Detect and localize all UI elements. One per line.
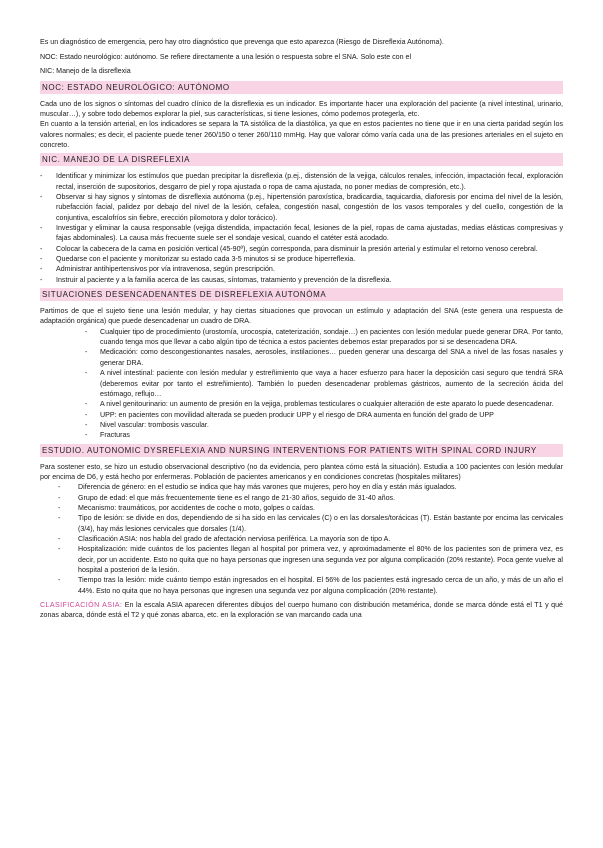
list-item: - Grupo de edad: el que más frecuentemente tiene es el rango de 21-30 años, seguido de 31-40 años. — [40, 493, 563, 503]
intro-block — [40, 37, 563, 76]
noc-paragraph-2: En cuanto a la tensión arterial, en los indicadores se separa la TA sistólica de la diastólica, ya que en estos pacientes no tiene que ir en una cierta paridad según los valores normales; es decir, el paciente puede tener 260/150 o tener 260/110 mmHg. Hay que valorar cómo varía cada una de las presiones arteriales en el sujeto en concreto. — [40, 120, 563, 149]
list-item: - Tipo de lesión: se divide en dos, dependiendo de si ha sido en las cervicales (C) o en las dorsales/torácicas (T). Están bastante por encima las cervicales (3/4), hay más lesiones cervicales que dorsales (1/4). — [40, 513, 563, 534]
list-item: - Cualquier tipo de procedimiento (urostomía, urocospia, cateterización, sondaje…) en pacientes con lesión medular puede generar DRA. Por tanto, cuando tenga mos que llevar a cabo algún tipo de técnica a estos pacientes debemos estar preparados por si se desencadena DRA. — [40, 327, 563, 348]
list-item: - Hospitalización: mide cuántos de los pacientes llegan al hospital por primera vez, y aproximadamente el 80% de los pacientes son de primera vez, es decir, por un accidente. Esto no quita que no haya personas que ingresen una segunda vez por alguna complicación (20% restante). Poca gente vuelve al hospital a posteriori de la lesión. — [40, 544, 563, 575]
intro-line-3: NIC: Manejo de la disreflexia — [40, 67, 131, 76]
asia-paragraph — [40, 600, 563, 621]
list-item: - Clasificación ASIA: nos habla del grado de afectación nerviosa periférica. La mayoría son de tipo A. — [40, 534, 563, 544]
study-paragraph: Para sostener esto, se hizo un estudio observacional descriptivo (no da evidencia, pero plantea cómo está la situación). Estudia a 100 pacientes con lesión medular por encima de D6, y está hecho por enfermeras. Población de pacientes americanos y en condiciones concretas (hospitales militares) — [40, 462, 563, 481]
study-list — [40, 482, 563, 596]
list-item: - Quedarse con el paciente y monitorizar su estado cada 3-5 minutos si se produce hiperreflexia. — [40, 254, 563, 264]
list-item: - Medicación: como descongestionantes nasales, aerosoles, instilaciones… pueden generar una descarga del SNA a nivel de las fosas nasales y generar DRA. — [40, 347, 563, 368]
asia-text: En la escala ASIA aparecen diferentes dibujos del cuerpo humano con distribución metamérica, donde se marca dónde está el T1 y qué zonas abarca, dónde está el T2 y qué zonas abarca, etc. en la exploración se van marcando cada una — [40, 601, 563, 620]
list-item: - Colocar la cabecera de la cama en posición vertical (45-90º), según corresponda, para disminuir la presión arterial y estimular el retorno venoso cerebral. — [40, 244, 563, 254]
nic-list — [40, 171, 563, 285]
triggers-paragraph: Partimos de que el sujeto tiene una lesión medular, y hay ciertas situaciones que provocan un estímulo y adaptación del SNA (este genera una respuesta de adaptación orgánica) que puede desencadenar un cuadro de DRA. — [40, 307, 563, 326]
noc-paragraph-1: Cada uno de los signos o síntomas del cuadro clínico de la disreflexia es un indicador. Es importante hacer una exploración del paciente (a nivel intestinal, urinario, muscular…), y sobre todo debemos explorar la piel, sus características, si tiene lesiones, cómo podemos protegerla, etc. — [40, 99, 563, 118]
triggers-list — [40, 327, 563, 441]
list-item: - Investigar y eliminar la causa responsable (vejiga distendida, impactación fecal, lesiones de la piel, ropas de cama ajustadas, medias elásticas compresivas y fajas abdominales). La causa más frecuente suele ser el sondaje vesical, cuando el catéter está acodado. — [40, 223, 563, 244]
list-item: - Nivel vascular: trombosis vascular. — [40, 420, 563, 430]
list-item: - Observar si hay signos y síntomas de disreflexia autónoma (p.ej., hipertensión paroxística, bradicardia, taquicardia, diaforesis por encima del nivel de la lesión, rubefacción facial, palidez por debajo del nivel de la lesión, cefalea, congestión nasal, congestión de los vasos temporales y del cuello, congestión de la conjuntiva, escalofríos sin fiebre, erección pilomotora y dolor torácico). — [40, 192, 563, 223]
list-item: - Instruir al paciente y a la familia acerca de las causas, síntomas, tratamiento y prevención de la disreflexia. — [40, 275, 563, 285]
list-item: - Fracturas — [40, 430, 563, 440]
intro-line-2: NOC: Estado neurológico: autónomo. Se refiere directamente a una lesión o respuesta sobre el SNA. Solo este con el — [40, 52, 412, 61]
list-item: - Identificar y minimizar los estímulos que puedan precipitar la disreflexia (p.ej., distensión de la vejiga, cálculos renales, infección, impactación fecal, exploración rectal, inserción de supositorios, desgarro de piel y ropa ajustada o ropa de cama ajustada, no poner medias de compresión, etc.). — [40, 171, 563, 192]
section-heading-nic: NIC. MANEJO DE LA DISREFLEXIA — [40, 153, 563, 166]
section-heading-study: ESTUDIO. AUTONOMIC DYSREFLEXIA AND NURSING INTERVENTIONS FOR PATIENTS WITH SPINAL CORD INJURY — [40, 444, 563, 457]
intro-line-1: Es un diagnóstico de emergencia, pero hay otro diagnóstico que prevenga que esto aparezca (Riesgo de Disreflexia Autónoma). — [40, 38, 444, 46]
asia-lead: CLASIFICACIÓN ASIA: — [40, 601, 123, 610]
list-item: - A nivel intestinal: paciente con lesión medular y estreñimiento que vaya a hacer esfuerzo para hacer la deposición casi seguro que tendrá SRA (deberemos evitar por tanto el estreñimiento). También lo pueden desencadenar problemas gástricos, aumento de la secreción ácida del estómago, reflujo… — [40, 368, 563, 399]
list-item: - Diferencia de género: en el estudio se indica que hay más varones que mujeres, pero hoy en día y están más igualados. — [40, 482, 563, 492]
list-item: - UPP: en pacientes con movilidad alterada se pueden producir UPP y el riesgo de DRA aumenta en función del grado de UPP — [40, 410, 563, 420]
list-item: - Tiempo tras la lesión: mide cuánto tiempo están ingresados en el hospital. El 56% de los pacientes está ingresado cerca de un año, y más de un año el 44%. Esto no quita que no haya personas que ingresen una segunda vez por alguna complicación (20% restante). — [40, 575, 563, 596]
list-item: - Administrar antihipertensivos por vía intravenosa, según prescripción. — [40, 264, 563, 274]
list-item: - Mecanismo: traumáticos, por accidentes de coche o moto, golpes o caídas. — [40, 503, 563, 513]
list-item: - A nivel genitourinario: un aumento de presión en la vejiga, problemas testiculares o cualquier alteración de este aparato lo puede desencadenar. — [40, 399, 563, 409]
section-heading-triggers: SITUACIONES DESENCADENANTES DE DISREFLEXIA AUTONÓMA — [40, 288, 563, 301]
section-heading-noc: NOC: ESTADO NEUROLÓGICO: AUTÓNOMO — [40, 81, 563, 94]
